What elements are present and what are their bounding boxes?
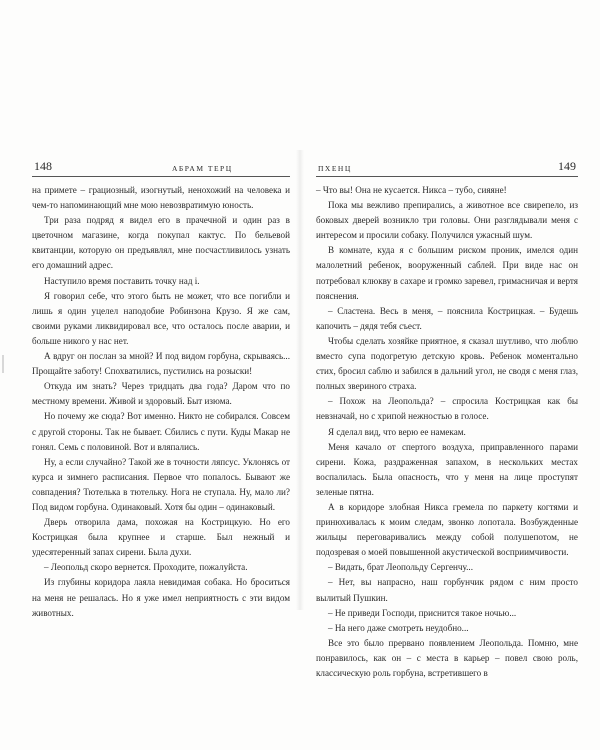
right-page-header	[316, 158, 578, 177]
running-head: АБРАМ ТЕРЦ	[172, 164, 233, 173]
running-head: ПХЕНЦ	[318, 164, 352, 173]
paragraph: Три раза подряд я видел его в прачечной и один раз в цветочном магазине, когда покупал кактус. По бельевой квитанции, которую он предъявлял, мне посчастливилось узнать его домашний адрес.	[32, 215, 290, 271]
paragraph: Меня качало от спертого воздуха, приправленного парами сирени. Кожа, раздраженная запахом, в нескольких местах воспалилась. Была опасность, что у меня на лице проступят зеленые пятна.	[316, 441, 578, 497]
paragraph: – Нет, вы напрасно, наш горбунчик рядом с ним просто вылитый Пушкин.	[316, 577, 578, 603]
paragraph: – На него даже смотреть неудобно...	[328, 622, 469, 633]
paragraph: – Похож на Леопольда? – спросила Кострицкая как бы невзначай, но с хрипой нежностью в голосе.	[316, 396, 578, 422]
paragraph: – Сластена. Весь в меня, – пояснила Кострицкая. – Будешь капочить – дядя тебя съест.	[316, 305, 578, 331]
paragraph: Я сделал вид, что верю ее намекам.	[328, 426, 466, 437]
paragraph: В комнате, куда я с большим риском проник, имелся один малолетний ребенок, вооруженный саблей. При виде нас он потребовал клюкву в сахаре и громко заревел, гримасничая и вертя пояснения.	[316, 245, 578, 301]
paragraph: А вдруг он послан за мной? И под видом горбуна, скрываясь... Прощайте заботу! Спохватились, пустились на розыски!	[32, 351, 290, 377]
paragraph: Пока мы вежливо препирались, а животное все свирепело, из боковых дверей возникло три головы. Они разглядывали меня с интересом и просили собаку. Получился ужасный шум.	[316, 200, 578, 241]
paragraph: Все это было прервано появлением Леопольда. Помню, мне понравилось, как он – с места в карьер – повел свою роль, классическую роль горбуна, встретившего в	[316, 637, 578, 678]
paragraph: Из глубины коридора лаяла невидимая собака. Но броситься на меня не решалась. Но я уже имел неприятность с эти видом животных.	[32, 577, 290, 618]
paragraph: Наступило время поставить точку над i.	[44, 275, 200, 286]
right-page	[316, 158, 578, 681]
right-page-body	[316, 183, 578, 681]
book-gutter	[296, 150, 304, 610]
left-page-body	[32, 183, 290, 621]
paragraph: А в коридоре злобная Никса гремела по паркету когтями и принюхивалась к моим следам, звонко лопотала. Возбужденные жильцы переговаривались между собой полушепотом, не подозревая о моей повышенной акустической восприимчивости.	[316, 501, 578, 558]
paragraph: Ну, а если случайно? Такой же в точности ляпсус. Уклонясь от курса и зимнего расписания. Первое что попалось. Бывают же совпадения? Тютелька в тютельку. Нога не ступала. Ну, мало ли? Под видом горбуна. Одинаковый. Хотя бы один – одинаковый.	[32, 456, 290, 512]
paragraph: – Видать, брат Леопольду Сергенчу...	[328, 562, 473, 573]
paragraph: Но почему же сюда? Вот именно. Никто не собирался. Совсем с другой стороны. Так не бывает. Сбились с пути. Куды Макар не гонял. Семь с половиной. Вот и вляпались.	[32, 411, 290, 452]
paragraph: Дверь отворила дама, похожая на Кострицкую. Но его Кострицкая была крупнее и старше. Был нежный и удесятеренный запах сирени. Была духи.	[32, 517, 290, 558]
paragraph: на примете – грациозный, изогнутый, ненохожий на человека и чем-то напоминающий мне мою невозвратимую юность.	[32, 185, 290, 211]
left-page-header	[32, 158, 290, 177]
left-page	[32, 158, 290, 621]
page-number: 148	[34, 159, 52, 173]
paragraph: – Не приведи Господи, приснится такое ночью...	[328, 607, 517, 618]
page-edge-mark	[2, 355, 4, 373]
paragraph: Откуда им знать? Через тридцать два года? Даром что по местному времени. Живой и здоровый. Быт изюма.	[32, 381, 290, 407]
paragraph: – Что вы! Она не кусается. Никса – тубо, сияяне!	[316, 185, 507, 195]
paragraph: Я говорил себе, что этого быть не может, что все погибли и лишь я один уцелел наподобие Робинзона Крузо. Я же сам, своими руками ликвидировал все, что осталось после аварии, и больше никого у нас нет.	[32, 290, 290, 346]
paragraph: Чтобы сделать хозяйке приятное, я сказал шутливо, что люблю вместо супа подогретую детскую кровь. Ребенок моментально стих, бросил саблю и забился в дальний угол, не сводя с меня глаз, полных звериного страха.	[316, 335, 578, 392]
paragraph: – Леопольд скоро вернется. Проходите, пожалуйста.	[44, 562, 248, 573]
page-number: 149	[558, 159, 576, 173]
